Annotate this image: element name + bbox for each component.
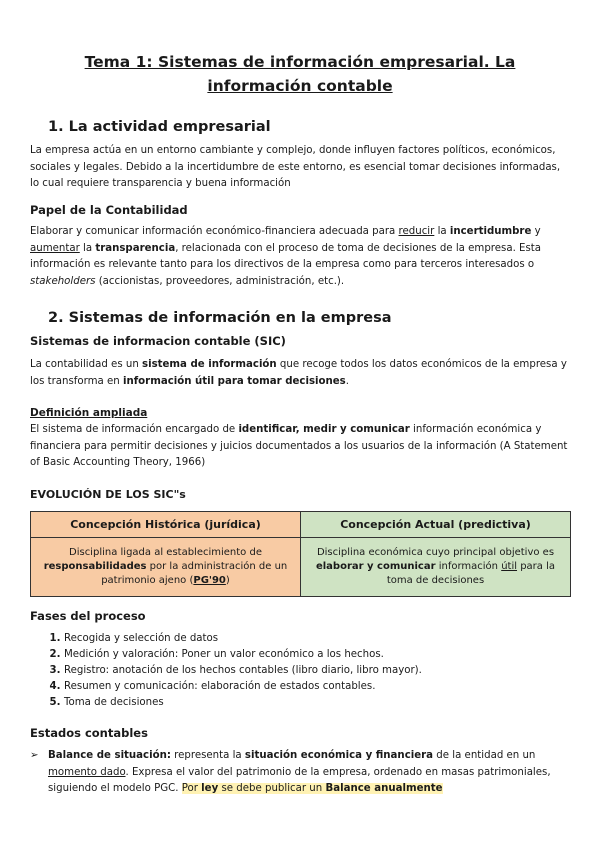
table-header-historica: Concepción Histórica (jurídica) — [31, 512, 301, 538]
fases-list — [30, 631, 422, 711]
definicion-ampliada-heading: Definición ampliada — [30, 407, 148, 419]
arrow-bullet-icon: ➢ — [30, 750, 39, 761]
list-item: 4. Resumen y comunicación: elaboración de estados contables. — [64, 679, 422, 695]
document-title: Tema 1: Sistemas de información empresarial. La información contable — [84, 53, 516, 95]
sic-paragraph: La contabilidad es un sistema de información que recoge todos los datos económicos de la empresa y los transforma en información útil para tomar decisiones. — [30, 359, 567, 387]
sic-heading: Sistemas de informacion contable (SIC) — [30, 334, 286, 348]
section-1-paragraph: La empresa actúa en un entorno cambiante y complejo, donde influyen factores políticos, económicos, sociales y legales. Debido a la incertidumbre de este entorno, es esencial tomar decisiones informadas, lo cual requiere transparencia y buena información — [30, 145, 561, 190]
list-item: 1. Recogida y selección de datos — [64, 631, 422, 647]
section-2-heading: 2. Sistemas de información en la empresa — [48, 310, 392, 326]
definicion-ampliada-paragraph: El sistema de información encargado de identificar, medir y comunicar información económica y financiera para permitir decisiones y juicios documentados a los usuarios de la información (A Statement of Basic Accounting Theory, 1966) — [30, 424, 568, 469]
table-header-actual: Concepción Actual (predictiva) — [301, 512, 571, 538]
papel-contabilidad-paragraph: Elaborar y comunicar información económico-financiera adecuada para reducir la incertidumbre y aumentar la transparencia, relacionada con el proceso de toma de decisiones de la empresa. Esta información es relevante tanto para los directivos de la empresa como para terceros interesados o stakeholders (accionistas, proveedores, administración, etc.). — [30, 226, 542, 287]
list-item: 3. Registro: anotación de los hechos contables (libro diario, libro mayor). — [64, 663, 422, 679]
section-1-heading: 1. La actividad empresarial — [48, 119, 271, 135]
estados-heading: Estados contables — [30, 726, 148, 740]
sic-comparison-table — [30, 511, 571, 597]
evolucion-heading: EVOLUCIÓN DE LOS SIC"s — [30, 488, 186, 501]
papel-contabilidad-heading: Papel de la Contabilidad — [30, 203, 188, 217]
table-cell-historica: Disciplina ligada al establecimiento de responsabilidades por la administración de un patrimonio ajeno (PG'90) — [31, 538, 301, 597]
list-item: 2. Medición y valoración: Poner un valor económico a los hechos. — [64, 647, 422, 663]
fases-heading: Fases del proceso — [30, 609, 146, 623]
list-item: 5. Toma de decisiones — [64, 695, 422, 711]
table-cell-actual: Disciplina económica cuyo principal objetivo es elaborar y comunicar información útil para la toma de decisiones — [301, 538, 571, 597]
balance-situacion-item: ➢ Balance de situación: representa la situación económica y financiera de la entidad en un momento dado. Expresa el valor del patrimonio de la empresa, ordenado en masas patrimoniales, siguiendo el modelo PGC. Por ley se debe publicar un Balance anualmente — [30, 750, 551, 795]
